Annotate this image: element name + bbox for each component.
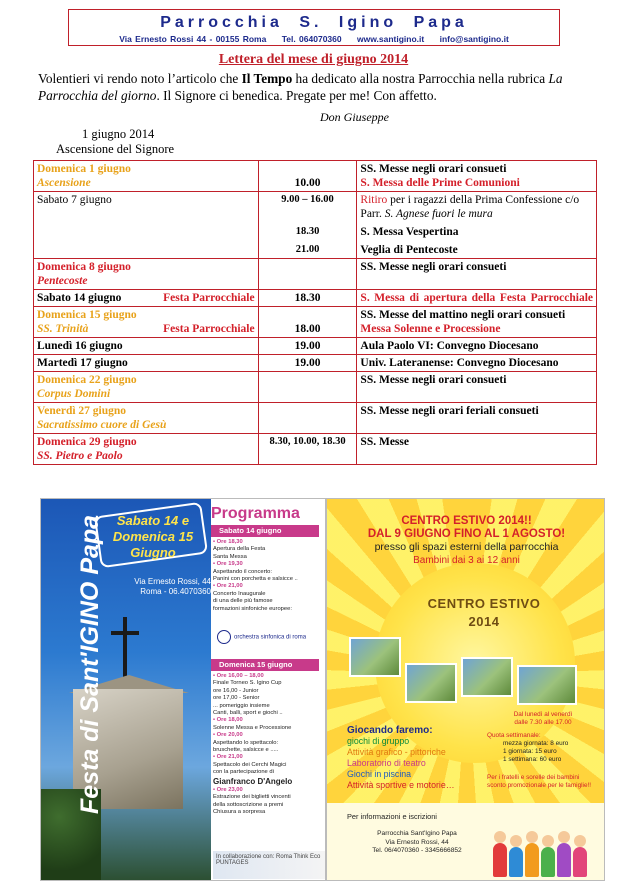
contact-line: Tel. 06/4070360 - 3345666852 — [372, 847, 462, 855]
time-value: 18.00 — [294, 323, 321, 335]
event-label: S. Agnese fuori le mura — [384, 208, 493, 220]
schedule-day — [34, 290, 259, 307]
camp-photo — [405, 663, 457, 703]
price-line: mezza giornata: 8 euro — [503, 740, 569, 747]
schedule-time — [258, 259, 357, 290]
program-line: Panini con porchetta e salsicce .. — [213, 576, 298, 583]
schedule-event — [357, 403, 597, 434]
program-list-1 — [213, 539, 325, 613]
newspaper-name: Il Tempo — [241, 71, 293, 86]
child-figure — [525, 843, 539, 877]
day-label: Martedì 17 giugno — [37, 357, 128, 369]
event-label: S. Messa Vespertina — [360, 226, 459, 238]
program-list-2 — [213, 673, 325, 816]
day-label: Sabato 7 giugno — [37, 194, 112, 206]
program-line: • Ore 20,00 — [213, 732, 243, 739]
program-line: • Ore 23,00 — [213, 786, 243, 793]
camp-schedule-info — [487, 711, 599, 790]
poster-venue — [125, 577, 211, 597]
camp-header — [327, 515, 605, 567]
time-value: 21.00 — [295, 244, 320, 255]
program-line: Solenne Messa e Processione — [213, 724, 292, 731]
guest-name: Gianfranco D'Angelo — [213, 776, 293, 786]
program-line: Concerto Inaugurale — [213, 590, 266, 597]
column-name: La Parrocchia del giorno — [38, 71, 563, 103]
event-label: Messa Solenne e Processione — [360, 323, 501, 335]
time-value: 10.00 — [294, 177, 321, 189]
day-label: Sabato 14 giugno — [37, 292, 122, 304]
info-line: Per i fratelli e sorelle dei bambini sconto promozionale per le famiglie!! — [487, 774, 592, 789]
schedule-event — [357, 161, 597, 192]
parish-phone: Tel. 064070360 — [281, 34, 342, 44]
table-row — [34, 372, 597, 403]
schedule-event — [357, 372, 597, 403]
schedule-event — [357, 434, 597, 465]
time-value: 8.30, 10.00, 18.30 — [269, 436, 346, 447]
event-label: SS. Messe negli orari consueti — [360, 374, 507, 386]
letter-text-1: Volentieri vi rendo noto l’articolo che — [38, 71, 242, 86]
schedule-event — [357, 307, 597, 338]
festa-label: Festa Parrocchiale — [163, 323, 255, 335]
camp-location: presso gli spazi esterni della parrocchia — [374, 541, 559, 553]
event-label: SS. Messe negli orari consueti — [360, 261, 507, 273]
day-feast: Ascensione — [37, 177, 91, 189]
day-feast: SS. Pietro e Paolo — [37, 450, 123, 462]
info-line: Quota settimanale: — [487, 732, 541, 739]
poster-dates: Sabato 14 e Domenica 15 Giugno — [112, 513, 194, 560]
camp-title: CENTRO ESTIVO 2014!! — [401, 515, 532, 527]
schedule-time — [258, 192, 357, 259]
event-label: Ritiro — [360, 194, 388, 206]
program-line: Spettacolo dei Cerchi Magici — [213, 761, 287, 768]
program-line: ... pomeriggio insieme — [213, 702, 270, 709]
schedule-day — [34, 338, 259, 355]
letter-title: Lettera del mese di giugno 2014 — [218, 52, 409, 67]
event-label: Aula Paolo VI: Convegno Diocesano — [360, 340, 539, 352]
table-row — [34, 259, 597, 290]
program-line: con la partecipazione di — [213, 769, 274, 776]
schedule-event — [357, 355, 597, 372]
activity-item: Attività grafico - pittoriche — [347, 747, 446, 757]
schedule-time — [258, 355, 357, 372]
program-line: • Ore 18,00 — [213, 717, 243, 724]
schedule-time — [258, 307, 357, 338]
letter-feast: Ascensione del Signore — [56, 142, 175, 156]
program-line: di una delle più famose — [213, 598, 273, 605]
table-row — [34, 434, 597, 465]
program-line: • Ore 16,00 – 18,00 — [213, 673, 264, 679]
schedule-event — [357, 338, 597, 355]
camp-photo — [349, 637, 401, 677]
child-figure — [493, 843, 507, 877]
program-line: formazioni sinfoniche europee: — [213, 605, 292, 612]
schedule-time — [258, 338, 357, 355]
activity-item: Laboratorio di teatro — [347, 758, 426, 768]
contact-title: Per informazioni e iscrizioni — [347, 812, 437, 821]
activity-item: Giochi in piscina — [347, 769, 412, 779]
contact-line: Parrocchia Sant'Igino Papa — [377, 830, 457, 838]
schedule-day — [34, 434, 259, 465]
event-label: SS. Messe negli orari feriali consueti — [360, 405, 539, 417]
day-feast: Corpus Domini — [37, 388, 111, 400]
parish-name: Parrocchia S. Igino Papa — [160, 14, 468, 31]
program-line: • Ore 21,00 — [213, 754, 243, 761]
parish-contacts — [69, 34, 559, 44]
letter-date: 1 giugno 2014 — [82, 127, 155, 141]
program-line: bruschette, salsicce e ..... — [213, 747, 279, 754]
child-figure — [541, 847, 555, 877]
time-value: 9.00 – 16.00 — [281, 194, 334, 205]
festa-label: Festa Parrocchiale — [163, 292, 255, 304]
program-day-2: Domenica 15 giugno — [211, 659, 319, 671]
activities-title: Giocando faremo: — [347, 725, 433, 736]
orchestra-name: orchestra sinfonica di roma — [234, 634, 307, 641]
table-row — [34, 192, 597, 259]
day-label: Venerdì 27 giugno — [37, 405, 127, 417]
day-label: Domenica 8 giugno — [37, 261, 131, 273]
schedule-event — [357, 290, 597, 307]
activities-list — [347, 725, 487, 791]
contact-line: Via Ernesto Rossi, 44 — [385, 838, 449, 846]
schedule-day — [34, 161, 259, 192]
program-line: ore 17,00 - Senior — [213, 695, 260, 702]
day-feast: SS. Trinità — [37, 323, 89, 335]
parish-header — [68, 9, 560, 46]
event-label: SS. Messe — [360, 436, 409, 448]
contact-info — [347, 813, 487, 856]
time-value: 19.00 — [294, 357, 321, 369]
day-label: Domenica 15 giugno — [37, 309, 137, 321]
event-label: SS. Messe del mattino negli orari consueti — [360, 309, 566, 321]
day-feast: Sacratissimo cuore di Gesù — [37, 419, 167, 431]
schedule-day — [34, 259, 259, 290]
camp-ages: Bambini dai 3 ai 12 anni — [413, 555, 520, 566]
program-line: Canti, balli, sport e giochi .. — [213, 710, 283, 717]
orchestra-logo — [217, 630, 317, 652]
program-title: Programma — [211, 505, 300, 522]
orchestra-icon — [217, 630, 231, 644]
banner-text: CENTRO ESTIVO — [427, 596, 541, 611]
table-row — [34, 403, 597, 434]
program-line: Apertura della Festa — [213, 546, 266, 553]
event-label: S. Messa delle Prime Comunioni — [360, 177, 520, 189]
sponsor-logos: In collaborazione con: Roma Think Eco PUNTAGES — [213, 851, 325, 879]
table-row — [34, 161, 597, 192]
schedule-time — [258, 434, 357, 465]
poster-vertical-title: Festa di Sant'IGINO Papa — [76, 514, 104, 814]
schedule-time — [258, 161, 357, 192]
event-label: Veglia di Pentecoste — [360, 244, 458, 256]
festa-poster — [40, 498, 326, 881]
venue-phone: Roma - 06.4070360 — [140, 587, 211, 596]
program-line: Santa Messa — [213, 553, 247, 560]
table-row — [34, 338, 597, 355]
letter-text-3: . Il Signore ci benedica. Pregate per me! Con affetto. — [156, 88, 437, 103]
letter-body — [38, 70, 618, 104]
signature: Don Giuseppe — [320, 110, 389, 124]
schedule-day — [34, 355, 259, 372]
time-value: 18.30 — [294, 292, 321, 304]
schedule-time — [258, 372, 357, 403]
time-value: 18.30 — [295, 226, 320, 237]
children-illustration — [491, 817, 599, 877]
info-line: dalle 7.30 alle 17.00 — [514, 719, 572, 726]
program-line: Chiusura a sorpresa — [213, 808, 266, 815]
schedule-day — [34, 307, 259, 338]
camp-photo — [517, 665, 577, 705]
info-line: Dal lunedì al venerdì — [513, 711, 573, 718]
program-line: Estrazione dei biglietti vincenti — [213, 794, 291, 801]
camp-banner — [425, 595, 543, 631]
activity-item: Attività sportive e motorie… — [347, 780, 455, 790]
table-row — [34, 355, 597, 372]
schedule-day — [34, 192, 259, 259]
price-line: 1 giornata: 15 euro — [503, 748, 557, 755]
schedule-day — [34, 403, 259, 434]
price-line: 1 settimana: 60 euro — [503, 756, 562, 763]
table-row — [34, 307, 597, 338]
program-line: • Ore 18,30 — [213, 539, 243, 545]
day-feast: Pentecoste — [37, 275, 88, 287]
schedule-table — [33, 160, 597, 465]
child-figure — [557, 843, 571, 877]
day-label: Lunedì 16 giugno — [37, 340, 123, 352]
schedule-day — [34, 372, 259, 403]
program-line: • Ore 21,00 — [213, 583, 243, 590]
program-day-1: Sabato 14 giugno — [211, 525, 319, 537]
program-line: Aspettando lo spettacolo: — [213, 739, 279, 746]
day-label: Domenica 29 giugno — [37, 436, 137, 448]
schedule-event — [357, 259, 597, 290]
child-figure — [573, 847, 587, 877]
parish-address: Via Ernesto Rossi 44 - 00155 Roma — [119, 34, 267, 44]
banner-year: 2014 — [468, 614, 500, 629]
schedule-time — [258, 403, 357, 434]
parish-website[interactable]: www.santigino.it — [356, 34, 425, 44]
schedule-time — [258, 290, 357, 307]
child-figure — [509, 847, 523, 877]
event-label: SS. Messe negli orari consueti — [360, 163, 507, 175]
program-line: Finale Torneo S. Igino Cup — [213, 680, 282, 687]
day-label: Domenica 1 giugno — [37, 163, 131, 175]
program-line: della sottoscrizione a premi — [213, 801, 284, 808]
camp-photo — [461, 657, 513, 697]
event-label: S. Messa di apertura della Festa Parrocchiale — [360, 292, 593, 304]
time-value: 19.00 — [294, 340, 321, 352]
schedule-event — [357, 192, 597, 259]
event-label: Univ. Lateranense: Convegno Diocesano — [360, 357, 559, 369]
program-line: • Ore 19,30 — [213, 561, 243, 568]
program-line: ore 16,00 - Junior — [213, 687, 259, 694]
event-label: per i ragazzi della Prima Confessione c/o Parr. — [360, 194, 580, 220]
table-row — [34, 290, 597, 307]
camp-dates: DAL 9 GIUGNO FINO AL 1 AGOSTO! — [367, 528, 566, 540]
parish-email[interactable]: info@santigino.it — [439, 34, 509, 44]
summer-camp-poster — [326, 498, 605, 881]
venue-address: Via Ernesto Rossi, 44 — [134, 577, 211, 586]
letter-text-2: ha dedicato alla nostra Parrocchia nella rubrica — [292, 71, 549, 86]
activity-item: giochi di gruppo — [347, 736, 410, 746]
day-label: Domenica 22 giugno — [37, 374, 137, 386]
program-line: Aspettando il concerto: — [213, 568, 272, 575]
